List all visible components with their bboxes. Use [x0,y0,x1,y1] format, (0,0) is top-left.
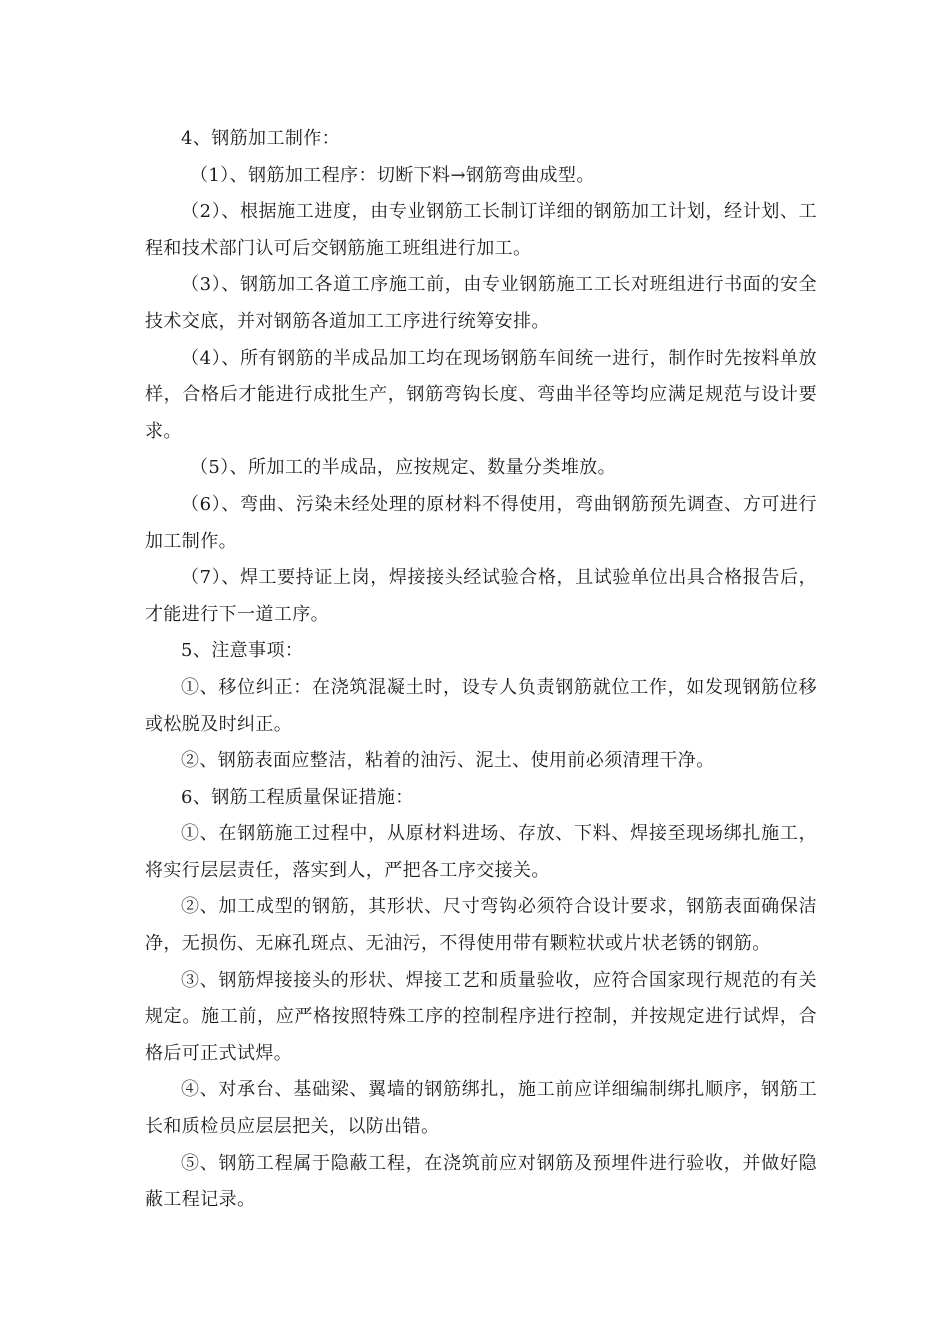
paragraph-item-4: （4）、所有钢筋的半成品加工均在现场钢筋车间统一进行，制作时先按料单放样，合格后才能进行成批生产，钢筋弯钩长度、弯曲半径等均应满足规范与设计要求。 [145,347,817,442]
section-heading-processing: 4、钢筋加工制作： [181,128,341,149]
paragraph-item-5: （5）、所加工的半成品，应按规定、数量分类堆放。 [190,457,617,479]
section-heading-quality: 6、钢筋工程质量保证措施： [181,786,414,808]
paragraph-item-3: （3）、钢筋加工各道工序施工前，由专业钢筋施工工长对班组进行书面的安全技术交底，并对钢筋各道加工工序进行统筹安排。 [145,274,817,332]
paragraph-item-7: （7）、焊工要持证上岗，焊接接头经试验合格，且试验单位出具合格报告后，才能进行下一道工序。 [145,567,817,625]
paragraph-quality-2: ②、加工成型的钢筋，其形状、尺寸弯钩必须符合设计要求，钢筋表面确保洁净，无损伤、无麻孔斑点、无油污，不得使用带有颗粒状或片状老锈的钢筋。 [145,896,817,955]
paragraph-quality-5: ⑤、钢筋工程属于隐蔽工程，在浇筑前应对钢筋及预埋件进行验收，并做好隐蔽工程记录。 [145,1152,817,1211]
paragraph-item-2: （2）、根据施工进度，由专业钢筋工长制订详细的钢筋加工计划，经计划、工程和技术部门认可后交钢筋施工班组进行加工。 [145,201,817,259]
document-body [145,121,817,1219]
paragraph-quality-4: ④、对承台、基础梁、翼墙的钢筋绑扎，施工前应详细编制绑扎顺序，钢筋工长和质检员应层层把关，以防出错。 [145,1079,817,1138]
section-heading-notes: 5、注意事项： [181,640,304,662]
paragraph-quality-3: ③、钢筋焊接接头的形状、焊接工艺和质量验收，应符合国家现行规范的有关规定。施工前，应严格按照特殊工序的控制程序进行控制，并按规定进行试焊，合格后可正式试焊。 [145,969,817,1064]
paragraph-item-6: （6）、弯曲、污染未经处理的原材料不得使用，弯曲钢筋预先调查、方可进行加工制作。 [145,493,817,552]
paragraph-note-2: ②、钢筋表面应整洁，粘着的油污、泥土、使用前必须清理干净。 [181,750,715,772]
paragraph-item-1: （1）、钢筋加工程序：切断下料→钢筋弯曲成型。 [190,164,595,186]
paragraph-note-1: ①、移位纠正：在浇筑混凝土时，设专人负责钢筋就位工作，如发现钢筋位移或松脱及时纠正。 [145,676,817,735]
paragraph-quality-1: ①、在钢筋施工过程中，从原材料进场、存放、下料、焊接至现场绑扎施工，将实行层层责任，落实到人，严把各工序交接关。 [145,823,817,881]
